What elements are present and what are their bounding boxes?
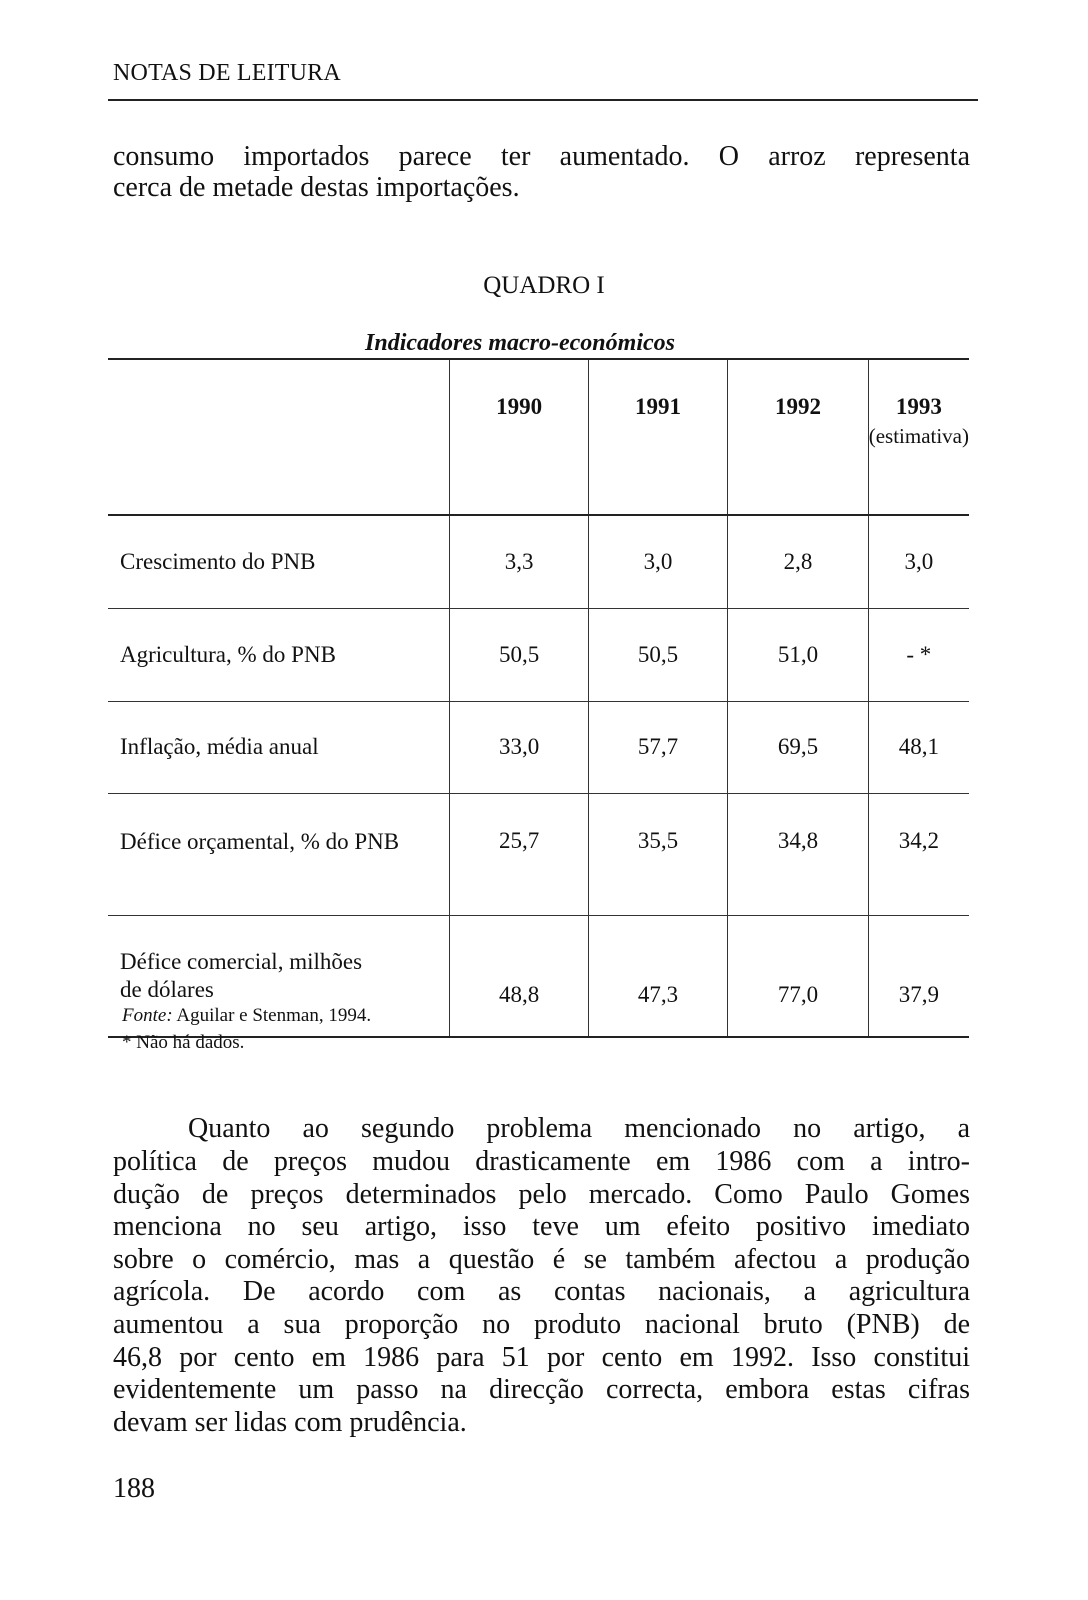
row-label: Agricultura, % do PNB: [108, 608, 450, 701]
table-cell: 77,0: [728, 915, 868, 1037]
table-cell: 25,7: [450, 793, 588, 915]
header-cell: [450, 359, 588, 515]
table-header-row: [108, 359, 969, 515]
table-cell: - *: [868, 608, 969, 701]
header-cell: [728, 359, 868, 515]
paragraph-line: devam ser lidas com prudência.: [113, 1407, 467, 1438]
paragraph-line: política de preços mudou drasticamente em 1986 com a intro-: [113, 1146, 970, 1177]
table-cell: 3,0: [868, 515, 969, 608]
header-cell: [868, 359, 969, 515]
table-cell: 47,3: [588, 915, 727, 1037]
paragraph-line: 46,8 por cento em 1986 para 51 por cento em 1992. Isso constitui: [113, 1342, 970, 1373]
row-label: Crescimento do PNB: [108, 515, 450, 608]
header-cell: [588, 359, 727, 515]
table-row: [108, 793, 969, 915]
paragraph-line: agrícola. De acordo com as contas nacionais, a agricultura: [113, 1276, 970, 1307]
intro-line: consumo importados parece ter aumentado. O arroz representa: [113, 141, 970, 172]
source-label: Fonte:: [122, 1005, 173, 1026]
table-cell: 50,5: [450, 608, 588, 701]
table-cell: 48,8: [450, 915, 588, 1037]
table-cell: 35,5: [588, 793, 727, 915]
page-number: 188: [113, 1473, 155, 1504]
table-source: [122, 1005, 371, 1027]
indicators-table: [108, 358, 969, 1038]
source-text: Aguilar e Stenman, 1994.: [172, 1005, 372, 1026]
table-cell: 34,8: [728, 793, 868, 915]
year-label: 1990: [496, 394, 543, 419]
intro-line: cerca de metade destas importações.: [113, 172, 520, 203]
table-row: [108, 701, 969, 793]
table-label: QUADRO I: [483, 272, 605, 299]
header-empty-cell: [108, 359, 450, 515]
paragraph-line: dução de preços determinados pelo mercado. Como Paulo Gomes: [113, 1179, 970, 1210]
year-label: 1993: [895, 394, 942, 419]
year-label: 1992: [774, 394, 821, 419]
estimate-note: (estimativa): [868, 424, 969, 448]
paragraph-line: aumentou a sua proporção no produto nacional bruto (PNB) de: [113, 1309, 970, 1340]
table-cell: 33,0: [450, 701, 588, 793]
paragraph-line: evidentemente um passo na direcção correcta, embora estas cifras: [113, 1374, 970, 1405]
table-cell: 51,0: [728, 608, 868, 701]
year-label: 1991: [635, 394, 682, 419]
table-cell: 57,7: [588, 701, 727, 793]
row-label: Inflação, média anual: [108, 701, 450, 793]
table-row: [108, 515, 969, 608]
table-cell: 34,2: [868, 793, 969, 915]
table-title: Indicadores macro-económicos: [365, 330, 675, 356]
table-footnote: * Não há dados.: [122, 1032, 245, 1053]
table-cell: 3,3: [450, 515, 588, 608]
header-rule: [108, 99, 978, 101]
table-cell: 2,8: [728, 515, 868, 608]
paragraph-line: sobre o comércio, mas a questão é se também afectou a produção: [113, 1244, 970, 1275]
table-cell: 50,5: [588, 608, 727, 701]
running-head: NOTAS DE LEITURA: [113, 60, 341, 86]
table-cell: 37,9: [868, 915, 969, 1037]
row-label: Défice comercial, milhões de dólares: [108, 915, 450, 1037]
table-cell: 3,0: [588, 515, 727, 608]
table-cell: 48,1: [868, 701, 969, 793]
paragraph-line: Quanto ao segundo problema mencionado no artigo, a: [188, 1113, 970, 1144]
table-row: [108, 608, 969, 701]
row-label: Défice orçamental, % do PNB: [108, 793, 450, 915]
paragraph-line: menciona no seu artigo, isso teve um efeito positivo imediato: [113, 1211, 970, 1242]
table-cell: 69,5: [728, 701, 868, 793]
